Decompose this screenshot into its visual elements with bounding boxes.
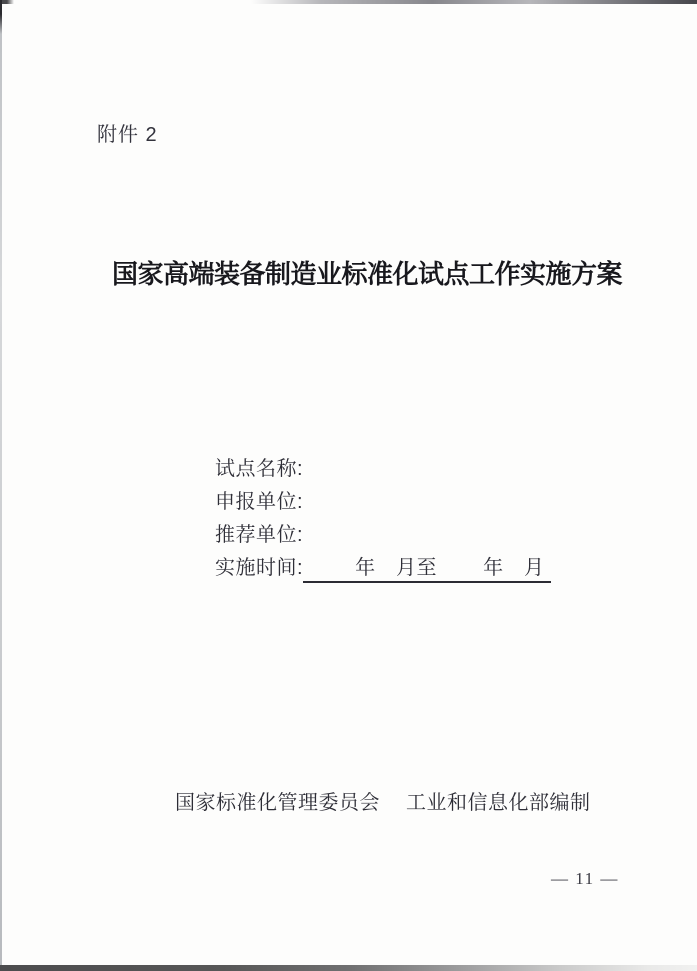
document-title: 国家高端装备制造业标准化试点工作实施方案 [112, 260, 623, 289]
implementation-time-blank-line [303, 556, 551, 583]
form-field-implementation-time [215, 556, 551, 589]
form-field-pilot-name [215, 457, 551, 490]
scan-artifact-top-edge [0, 0, 697, 4]
time-segment-from: 年 月至 [355, 557, 438, 579]
form-field-applicant-unit [215, 490, 551, 523]
page-number: — 11 — [551, 869, 619, 888]
applicant-unit-label: 申报单位: [215, 491, 304, 513]
issuing-organizations [175, 786, 591, 815]
org-name-standardization-committee: 国家标准化管理委员会 [175, 792, 380, 814]
time-segment-to: 年 月 [483, 557, 545, 579]
pilot-name-label: 试点名称: [215, 458, 304, 480]
org-name-miit-compiled: 工业和信息化部编制 [406, 792, 591, 814]
scan-artifact-left-edge [0, 0, 2, 971]
cover-form [215, 457, 551, 589]
implementation-time-label: 实施时间: [215, 557, 304, 579]
scan-artifact-bottom-shadow [0, 965, 697, 971]
form-field-recommending-unit [215, 523, 551, 556]
attachment-label: 附件 2 [97, 124, 158, 146]
recommending-unit-label: 推荐单位: [215, 524, 304, 546]
